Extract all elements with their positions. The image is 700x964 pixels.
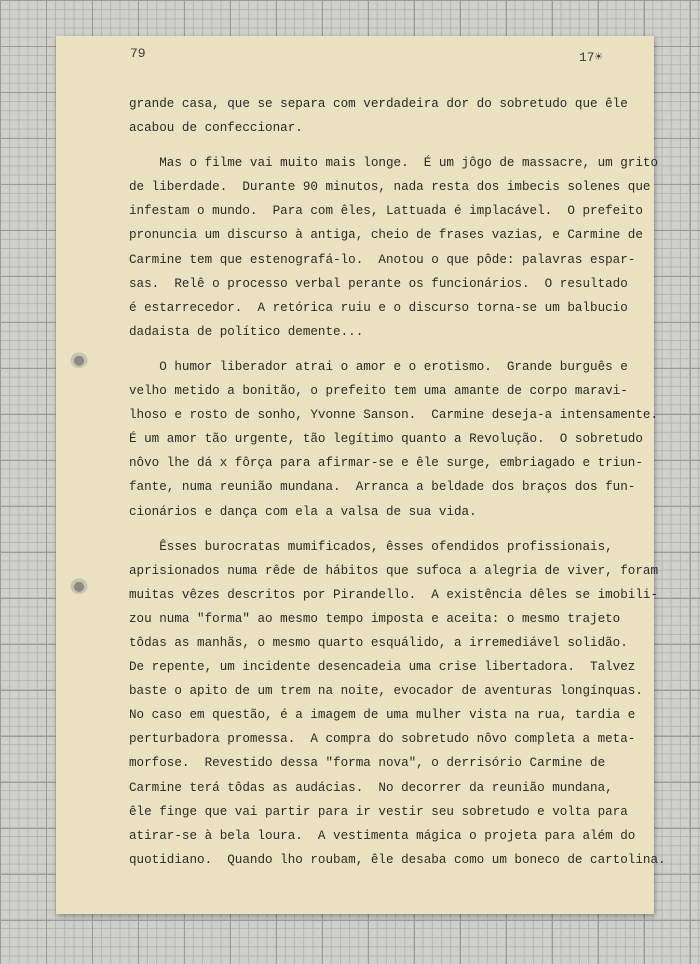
text-line: grande casa, que se separa com verdadeira dor do sobretudo que êle (129, 97, 628, 111)
text-line: cionários e dança com ela a valsa de sua vida. (129, 504, 477, 519)
text-line: velho metido a bonitão, o prefeito tem uma amante de corpo maravi- (129, 384, 628, 399)
paragraph (129, 151, 659, 344)
text-line: zou numa "forma" ao mesmo tempo imposta e aceita: o mesmo trajeto (129, 611, 621, 626)
text-line: infestam o mundo. Para com êles, Lattuada é implacável. O prefeito (129, 204, 643, 219)
typewritten-page (56, 36, 666, 914)
text-line: É um amor tão urgente, tão legítimo quanto a Revolução. O sobretudo (129, 432, 643, 447)
paragraph (129, 355, 659, 524)
text-line: fante, numa reunião mundana. Arranca a beldade dos braços dos fun- (129, 480, 636, 495)
text-line: No caso em questão, é a imagem de uma mulher vista na rua, tardia e (129, 708, 636, 723)
text-line: acabou de confeccionar. (129, 121, 303, 136)
text-line: tôdas as manhãs, o mesmo quarto esquálido, a irremediável solidão. (129, 635, 628, 650)
text-line: de liberdade. Durante 90 minutos, nada resta dos imbecis solenes que (129, 180, 651, 195)
text-line: aprisionados numa rêde de hábitos que sufoca a alegria de viver, foram (129, 563, 659, 578)
body-text (129, 92, 666, 872)
text-line: morfose. Revestido dessa "forma nova", o derrisório Carmine de (129, 756, 606, 771)
text-line: Mas o filme vai muito mais longe. É um jôgo de massacre, um grito (129, 156, 659, 171)
text-line: perturbadora promessa. A compra do sobretudo nôvo completa a meta- (129, 732, 636, 747)
paragraph-gap (129, 344, 649, 355)
text-line: atirar-se à bela loura. A vestimenta mágica o projeta para além do (129, 828, 636, 843)
text-line: Carmine tem que estenografá-lo. Anotou o que pôde: palavras espar- (129, 252, 636, 267)
text-line: quotidiano. Quando lho roubam, êle desaba como um boneco de cartolina. (129, 852, 666, 867)
paragraph-gap (129, 524, 649, 535)
text-line: O humor liberador atrai o amor e o erotismo. Grande burguês e (129, 359, 628, 374)
text-line: Carmine terá tôdas as audácias. No decorrer da reunião mundana, (129, 780, 613, 795)
page-number-left: 79 (130, 46, 146, 61)
text-line: De repente, um incidente desencadeia uma crise libertadora. Talvez (129, 660, 636, 675)
text-line: é estarrecedor. A retórica ruiu e o discurso torna-se um balbucio (129, 300, 628, 315)
text-line: baste o apito de um trem na noite, evocador de aventuras longínquas. (129, 684, 643, 699)
page-number-right: 17☀ (579, 50, 603, 65)
text-line: pronuncia um discurso à antiga, cheio de frases vazias, e Carmine de (129, 228, 643, 243)
text-line: êle finge que vai partir para ir vestir seu sobretudo e volta para (129, 804, 628, 819)
paragraph (129, 92, 649, 140)
text-line: nôvo lhe dá x fôrça para afirmar-se e êle surge, embriagado e triun- (129, 456, 643, 471)
paragraph (129, 535, 666, 872)
text-line: muitas vêzes descritos por Pirandello. A existência dêles se imobili- (129, 587, 659, 602)
punch-hole (70, 576, 88, 594)
text-line: dadaista de político demente... (129, 324, 364, 339)
text-line: Êsses burocratas mumificados, êsses ofendidos profissionais, (129, 539, 613, 554)
text-line: sas. Relê o processo verbal perante os funcionários. O resultado (129, 276, 628, 291)
punch-hole (70, 350, 88, 368)
paragraph-gap (129, 140, 649, 151)
text-line: lhoso e rosto de sonho, Yvonne Sanson. Carmine deseja-a intensamente. (129, 408, 659, 423)
